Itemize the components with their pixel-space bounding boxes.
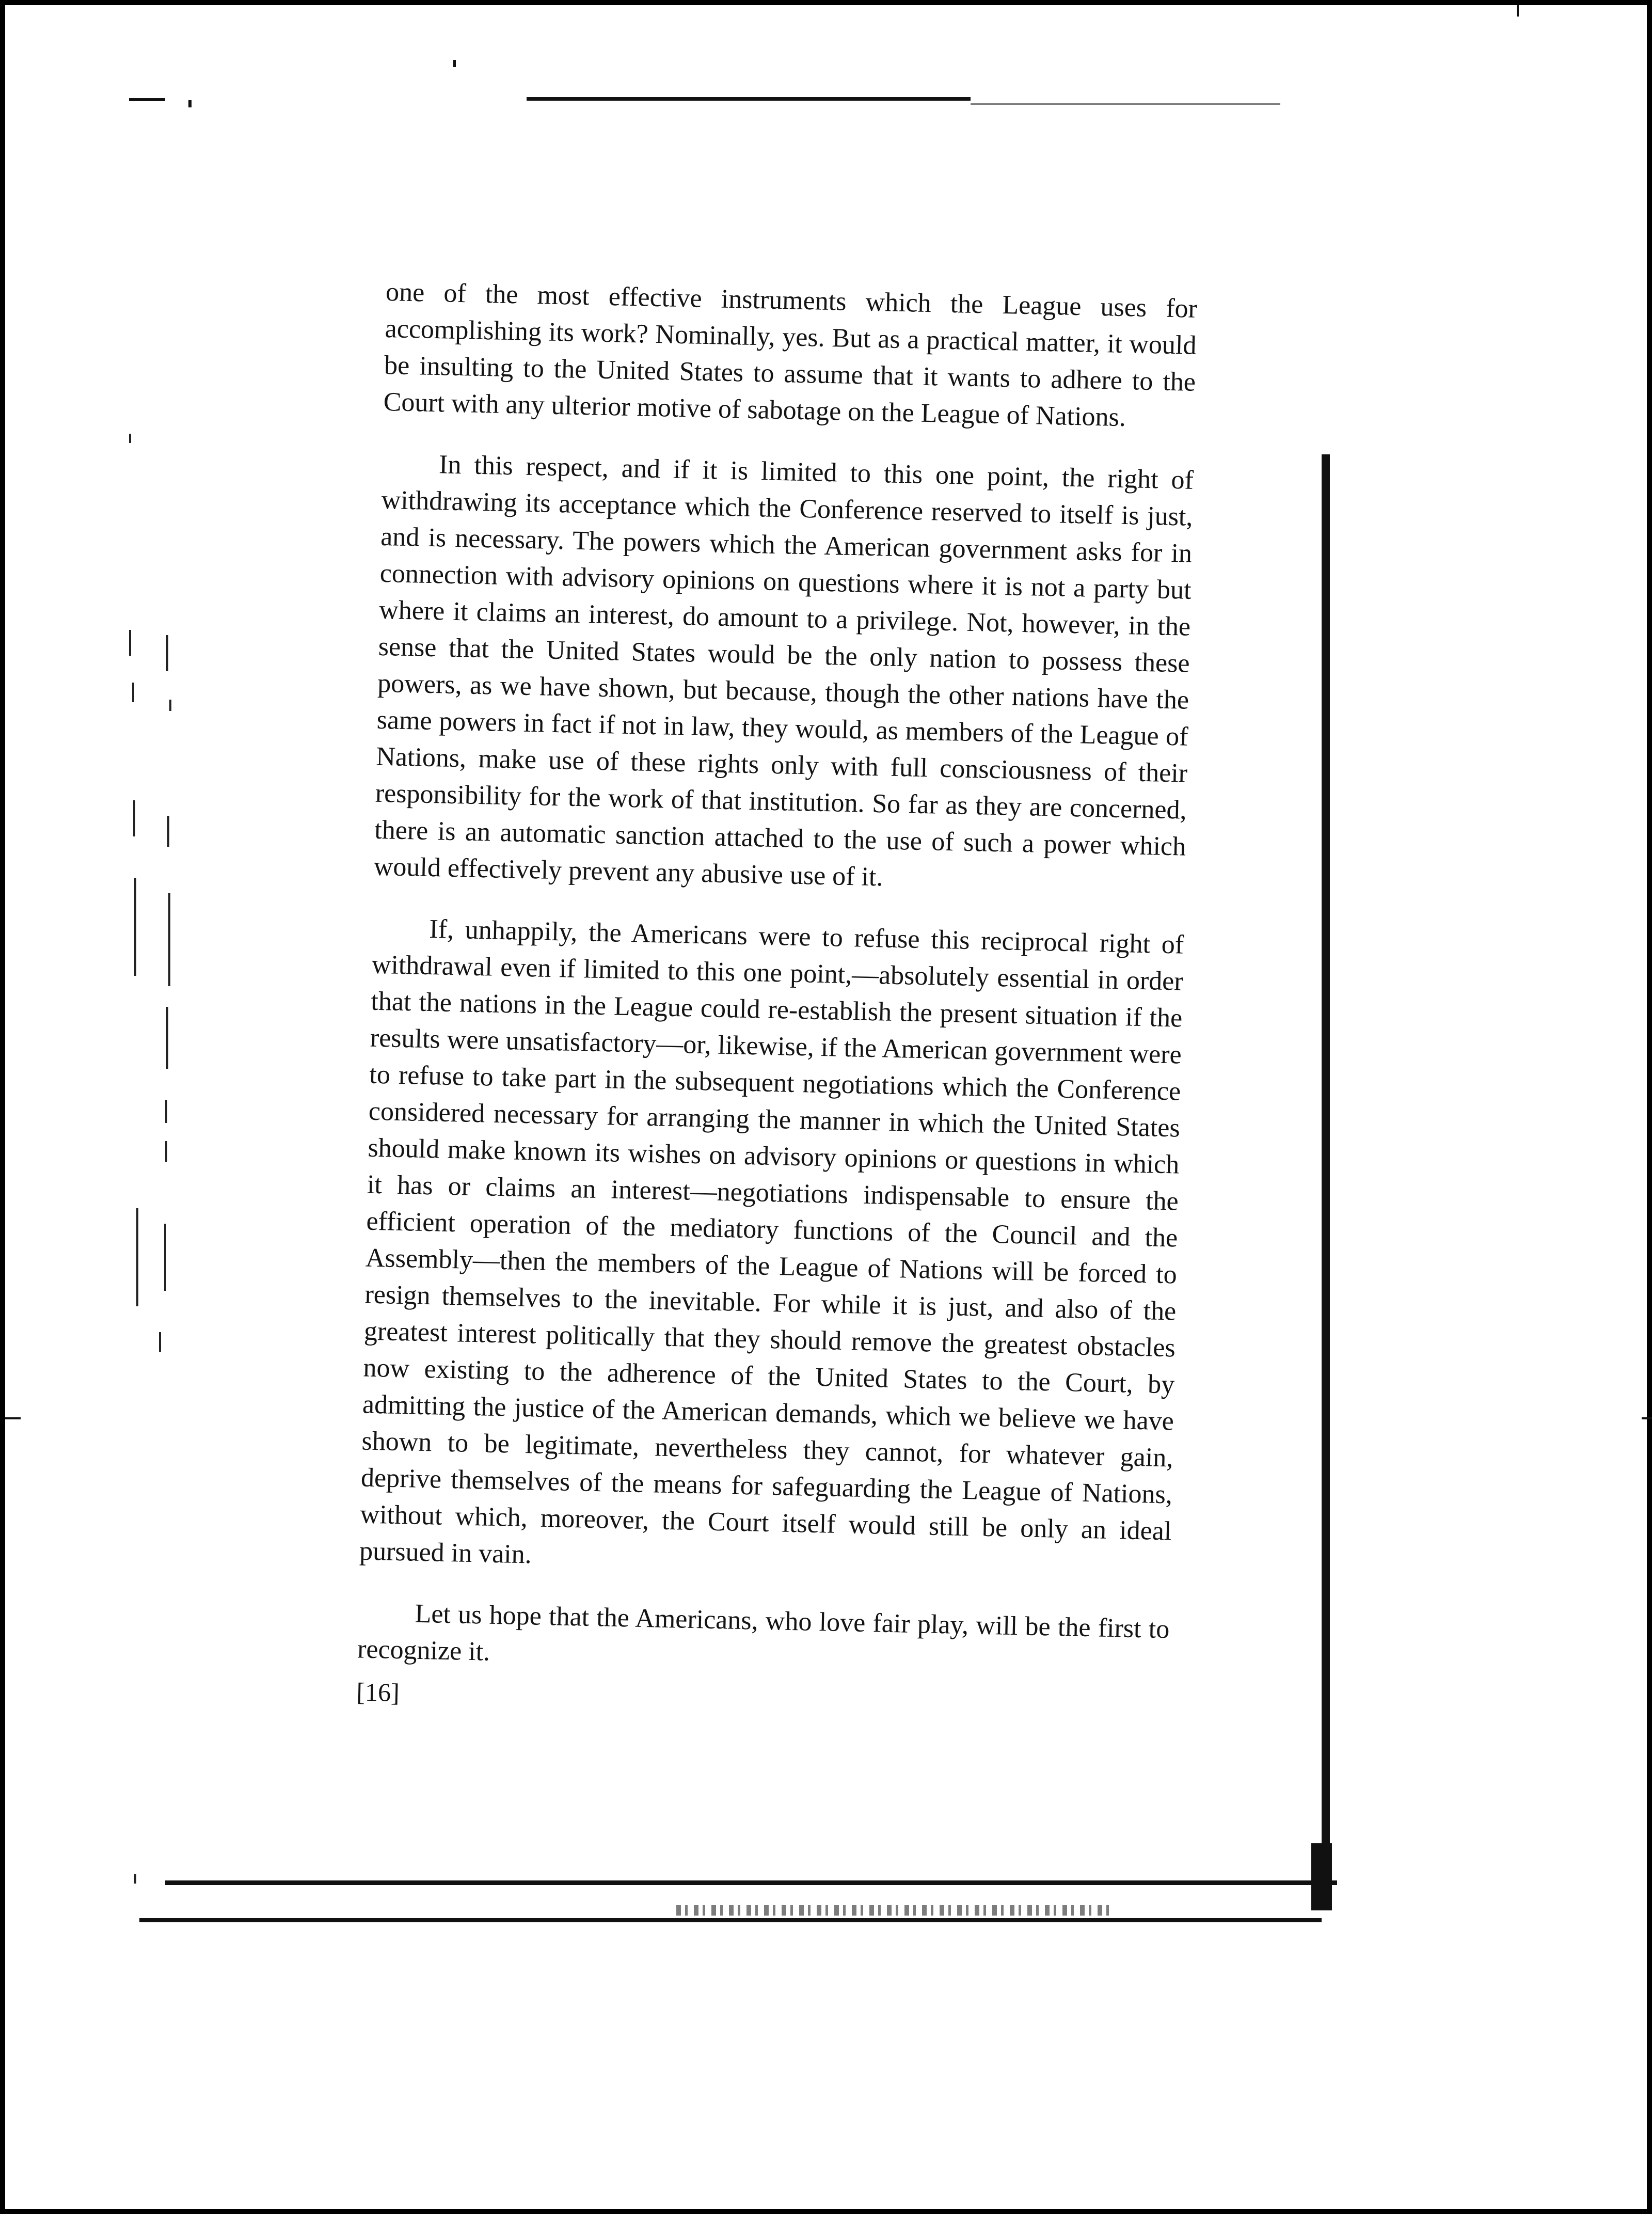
left-margin-mark (159, 1332, 161, 1352)
paragraph-1: one of the most effective instruments which the League uses for accomplishing its work? Nominally, yes. But as a practical matter, it would be insulting to the United States to assume that it wants to adhere to the Court with any ulterior motive of sabotage on the League of Nations. (383, 277, 1198, 433)
top-scan-rule (527, 97, 971, 101)
top-right-corner-tick (1517, 5, 1519, 17)
top-left-scan-mark (129, 98, 165, 101)
top-scan-rule-faint (971, 103, 1280, 105)
left-margin-mark (167, 816, 169, 847)
right-mid-border-cut (1642, 1417, 1652, 1419)
left-margin-mark (164, 1224, 166, 1291)
left-margin-mark (129, 630, 131, 656)
paragraph-2: In this respect, and if it is limited to this one point, the right of withdrawing its acceptance which the Conference reserved to itself is just, and is necessary. The powers which the American government asks for in connection with advisory opinions on questions where it is not a party but where it claims an interest, do amount to a privilege. Not, however, in the sense that the United States would be the only nation to possess these powers, as we have shown, but because, though the other nations have the same powers in fact if not in law, they would, as members of the League of Nations, make use of these rights only with full consciousness of their responsibility for the work of that institution. So far as they are concerned, there is an automatic sanction attached to the use of such a power which would effectively prevent any abusive use of it. (373, 450, 1194, 892)
document-body (356, 274, 1198, 1752)
left-margin-mark (166, 635, 168, 671)
left-margin-mark (133, 800, 135, 836)
left-margin-mark (165, 1141, 167, 1162)
right-page-edge-shadow (1322, 454, 1330, 1900)
paragraph-3: If, unhappily, the Americans were to refuse this reciprocal right of withdrawal even if limited to this one point,—absolutely essential in order that the nations in the League could re-establish the present situation if the results were unsatisfactory—or, likewise, if the American government were to refuse to take part in the subsequent negotiations which the Conference considered necessary for arranging the manner in which the United States should make known its wishes on advisory opinions or questions in which it has or claims an interest—negotiations indispensable to ensure the efficient operation of the mediatory functions of the Council and the Assembly—then the members of the League of Nations will be forced to resign themselves to the inevitable. For while it is just, and also of the greatest interest politically that they should remove the greatest obstacles now existing to the adherence of the United States to the Court, by admitting the justice of the American demands, which we believe we have shown to be legitimate, nevertheless they cannot, for whatever gain, deprive themselves of the means for safeguarding the League of Nations, without which, moreover, the Court itself would still be only an ideal pursued in vain. (359, 914, 1184, 1570)
bottom-right-page-corner (1311, 1843, 1332, 1910)
left-mid-border-cut (5, 1417, 21, 1419)
left-margin-mark (166, 1007, 168, 1069)
scanned-page (5, 5, 1647, 2209)
left-margin-mark (136, 1208, 138, 1306)
bottom-page-edge (165, 1880, 1337, 1885)
left-margin-mark (169, 700, 171, 711)
left-margin-mark (132, 683, 134, 702)
page-number: [16] (356, 1677, 400, 1707)
top-scan-dot (453, 60, 456, 67)
left-margin-mark (134, 878, 136, 976)
left-margin-mark (168, 893, 170, 986)
bottom-scan-noise (676, 1905, 1115, 1916)
left-margin-mark (129, 434, 131, 443)
left-margin-mark (134, 1874, 136, 1884)
paragraph-4: Let us hope that the Americans, who love fair play, will be the first to recognize it. (357, 1599, 1170, 1667)
bottom-scan-rule (139, 1918, 1322, 1922)
left-margin-mark (165, 1100, 167, 1123)
top-left-scan-tick (188, 100, 192, 107)
